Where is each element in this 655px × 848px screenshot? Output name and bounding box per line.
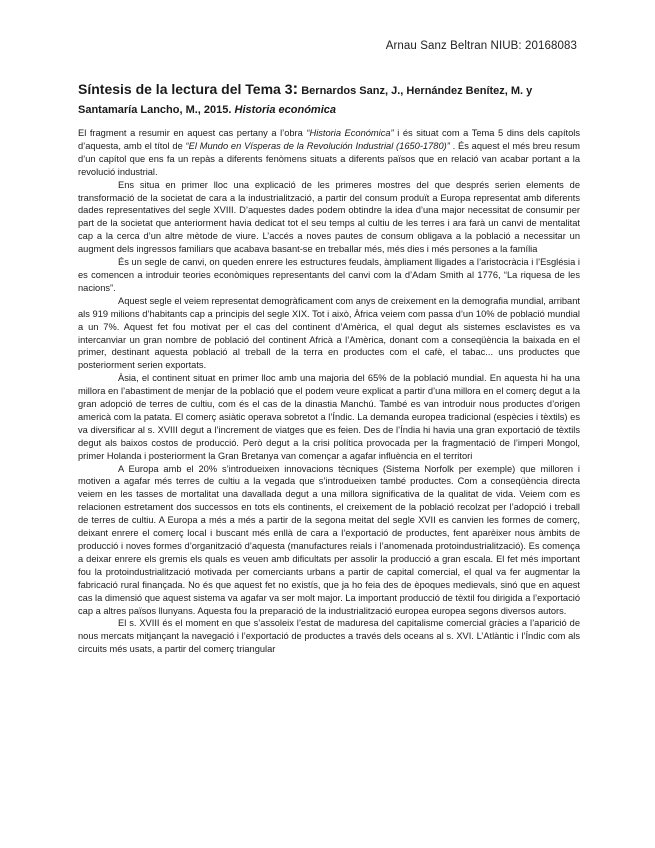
- title-colon: :: [292, 79, 299, 98]
- intro-paragraph: [78, 127, 580, 179]
- body-paragraph: El s. XVIII és el moment en que s’assoleix l’estat de maduresa del capitalisme comercial gràcies a l’aparició de nous mercats mitjançant la navegació i l’exportació de productes a través dels oceans al s. XVI. L’Atlàntic i l’Índic com als circuits més usats, a partir del comerç triangular: [78, 618, 580, 655]
- intro-text-2: i és situat com a Tema 5 dins dels capítols d’aquesta, amb el títol de: [78, 128, 581, 151]
- intro-text-3: . És aquest el més breu resum d’un capítol que ens fa un repàs a diferents fenòmens situats a diferents països que en relació van acabar portant a la revolució industrial.: [78, 140, 580, 177]
- author-line: Arnau Sanz Beltran NIUB: 20168083: [385, 40, 577, 52]
- intro-chapter-ref: “El Mundo en Vísperas de la Revolución Industrial (1650-1780)”: [185, 140, 450, 151]
- body-paragraph: Aquest segle el veiem representat demogràficament com anys de creixement en la demografia mundial, arribant als 919 milions d’habitants cap a principis del segle XIX. Tot i això, Àfrica veiem com passa d’un 10% de població mundial a un 7%. Aquest fet fou motivat per el cas del continent d’Amèrica, el qual degut als sistemes esclavistes es va intercanviar un gran nombre de població del continent Africà a l’Amèrica, donant com a conseqüència la baixada en el primer, destinant aquesta població al treball de la terra en productes com el cafè, el tabac... uns productes que posteriorment serien exportats.: [78, 295, 580, 371]
- document-body: [78, 127, 580, 656]
- document-title: Síntesis de la lectura del Tema 3: [78, 81, 293, 97]
- book-title: Historia económica: [234, 104, 336, 116]
- body-paragraph: És un segle de canvi, on queden enrere les estructures feudals, àmpliament lligades a l’aristocràcia i l’Església i es comencen a introduir teories econòmiques representants del canvi com la d’Adam Smith al 1776, “La riquesa de les nacions”.: [78, 257, 580, 293]
- body-paragraph: A Europa amb el 20% s’introdueixen innovacions tècniques (Sistema Norfolk per exemple) que milloren i motiven a agafar més terres de cultiu a la vegada que s’introdueixen també productes. Com a conseqüència directa veiem en les tasses de mortalitat una davallada degut a una millora significativa de la qualitat de vida. Veiem com es relacionen estretament dos successos en tots els continents, el creixement de la població recolzat per l’adopció i treball de terres de cultiu. A Europa a més a més a partir de la segona meitat del segle XVII es canvien les formes de comerç, deixant enrere el comerç local i buscant més enllà de cara a l’exportació de productes, fent aparèixer nous àmbits de producció i noves formes d’organització d’aquesta (manufactures reials i l’anomenada protoindustrialització). Es comença a deixar enrere els gremis els quals es veuen amb dificultats per assolir la producció a gran escala. El fet més important fou la protoindustrialització motivada per comerciants urbans a partir de capital comercial, el qual va fer augmentar la fabricació rural finançada. No és que aquest fet no existís, que ja ho feia des de èpoques medievals, sinó que en aquest cas la dimensió que aquest sistema va agafar va ser molt major. La important producció de tèxtil fou dirigida a l’exportació cap a altres països llunyans. Aquesta fou la preparació de la industrialització europea europea segons diversos autors.: [78, 463, 580, 616]
- intro-text-1: El fragment a resumir en aquest cas pertany a l’obra: [78, 128, 307, 138]
- document-heading: [78, 80, 578, 119]
- book-authors: Bernardos Sanz, J., Hernández Benítez, M. y Santamaría Lancho, M., 2015.: [78, 85, 533, 116]
- body-paragraph: Àsia, el continent situat en primer lloc amb una majoria del 65% de la població mundial. En aquesta hi ha una millora en l’abastiment de menjar de la població que el podem veure explicat a partir d’una millora en el comerç degut a la gran adopció de terres de cultiu, com és el cas de la dinastia Manchú. També es van introduir nous productes d’origen americà com la patata. El comerç asiàtic operava sobretot a l’Índic. La demanda europea tradicional (espècies i tèxtils) es va diversificar al s. XVIII degut a l’increment de viatges que es feien. Des de l’Índia hi havia una gran exportació de tèxtils degut als baixos costos de producció. Però degut a la crisi política provocada per la fragmentació de l’imperi Mongol, primer Holanda i posteriorment la Gran Bretanya van començar a agafar influència en el territori: [78, 373, 580, 461]
- intro-book-ref: “Historia Económica”: [306, 128, 394, 138]
- body-paragraph: Ens situa en primer lloc una explicació de les primeres mostres del que després serien elements de transformació de la societat de cara a la industrialització, a partir del consum produït a Europa representat amb diferents dades representatives del segle XVIII. D’aquestes dades podem obtindre la idea d’una major necessitat de consumir per part de la societat que anteriorment havia dedicat tot el seu temps al cultiu de les terres i ara farà un canvi de mentalitat cap a la cerca d’un altre mètode de viure. L’accés a noves pautes de consum obligava a la població a necessitar un augment dels ingressos familiars que acabava basant-se en treballar més, més dies i més persones a la família: [78, 179, 580, 255]
